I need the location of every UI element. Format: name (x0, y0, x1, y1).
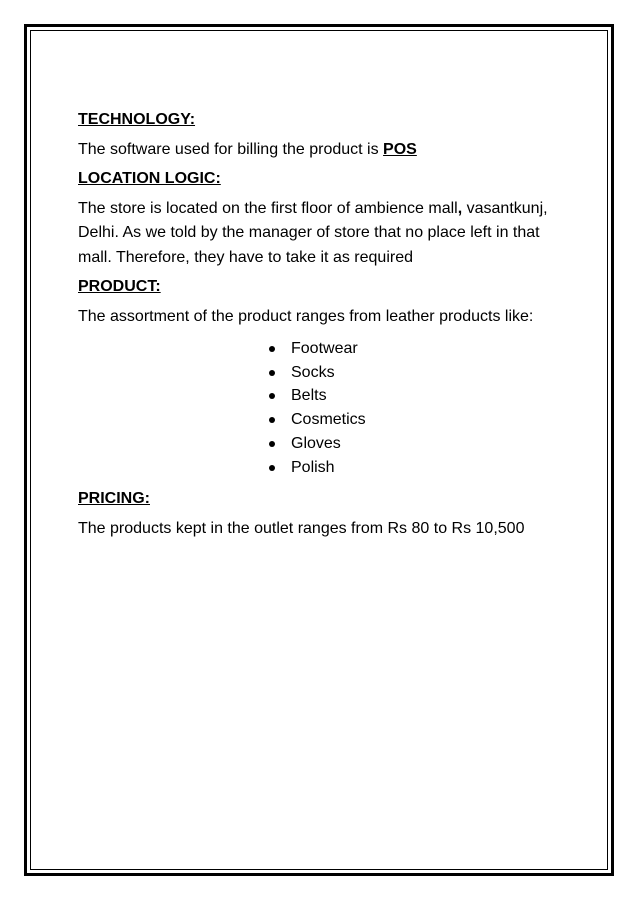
list-item-label: Footwear (291, 340, 358, 357)
bullet-icon (269, 417, 275, 423)
list-item (268, 408, 558, 432)
technology-heading: TECHNOLOGY: (78, 111, 196, 128)
product-text: The assortment of the product ranges from leather products like: (78, 307, 534, 325)
pricing-heading: PRICING: (78, 490, 150, 508)
bullet-icon (269, 393, 275, 399)
list-item-label: Cosmetics (291, 411, 366, 429)
location-text-rest: vasantkunj, Delhi. As we told by the manager of store that no place left in that mall. Therefore, they have to take it as required (78, 199, 548, 266)
location-text-comma: , (457, 199, 463, 217)
bullet-icon (269, 346, 275, 352)
document-body (78, 108, 558, 541)
list-item (268, 361, 558, 385)
location-text (78, 197, 558, 271)
bullet-icon (269, 465, 275, 471)
list-item-label: Polish (291, 458, 335, 476)
list-item (268, 337, 558, 361)
bullet-icon (269, 370, 275, 376)
location-text-lead: The store is located on the first floor of ambience mall (78, 199, 458, 217)
product-heading: PRODUCT: (78, 278, 161, 295)
list-item-label: Socks (291, 363, 335, 381)
pricing-text: The products kept in the outlet ranges from Rs 80 to Rs 10,500 (78, 519, 525, 537)
list-item (268, 456, 558, 480)
list-item-label: Belts (291, 387, 327, 405)
list-item (268, 432, 558, 456)
list-item (268, 384, 558, 408)
technology-emphasis: POS (383, 140, 417, 158)
location-heading: LOCATION LOGIC: (78, 170, 221, 187)
bullet-icon (269, 441, 275, 447)
product-list (268, 337, 558, 479)
list-item-label: Gloves (291, 434, 341, 452)
technology-text-main: The software used for billing the product is (78, 140, 384, 158)
technology-text (78, 138, 558, 163)
